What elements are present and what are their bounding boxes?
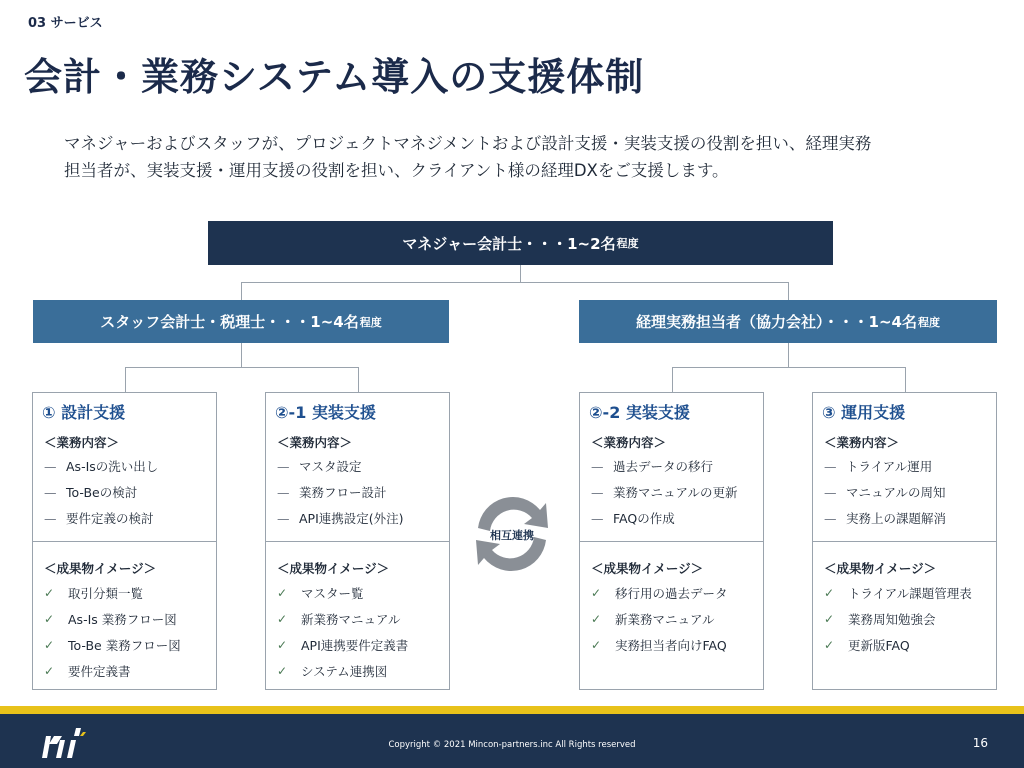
dash-icon: —: [591, 510, 604, 526]
divider: [813, 541, 996, 542]
connector-worker-horizontal: [672, 367, 905, 368]
card-title: ②-1 実装支援: [275, 403, 376, 422]
connector-card4-up: [905, 367, 906, 392]
output-list: [44, 580, 181, 684]
staff-label: スタッフ会計士・税理士・・・1~4名: [100, 313, 359, 331]
list-item: ✓ 要件定義書: [44, 664, 131, 679]
work-list: [44, 453, 158, 531]
manager-suffix: 程度: [616, 237, 639, 250]
list-item: ✓ 移行用の過去データ: [591, 586, 728, 601]
list-item: — As-Isの洗い出し: [44, 458, 159, 474]
dash-icon: —: [277, 510, 290, 526]
worker-suffix: 程度: [917, 315, 940, 329]
intro-line-1: マネジャーおよびスタッフが、プロジェクトマネジメントおよび設計支援・実装支援の役割を担い、経理実務: [64, 134, 872, 153]
list-item: — 業務フロー設計: [277, 484, 387, 500]
staff-box: [33, 300, 449, 343]
list-item: ✓ マスター覧: [277, 586, 364, 601]
manager-box: [208, 221, 833, 265]
cycle-label: 相互連携: [490, 529, 534, 542]
connector-worker-down: [788, 343, 789, 367]
work-heading: ＜業務内容＞: [591, 435, 667, 450]
copyright-text: Copyright © 2021 Mincon-partners.inc All Rights reserved: [388, 740, 636, 750]
divider: [33, 541, 216, 542]
dash-icon: —: [44, 458, 57, 474]
output-list: [824, 580, 972, 658]
card-operation-support: [812, 392, 997, 690]
list-item: ✓ システム連携図: [277, 664, 388, 679]
list-item: — 過去データの移行: [591, 458, 714, 474]
connector-card1-up: [125, 367, 126, 392]
list-item: — 要件定義の検討: [44, 510, 154, 526]
manager-label: マネジャー会計士・・・1~2名: [402, 234, 616, 253]
connector-staff-up: [241, 282, 242, 300]
connector-staff-horizontal: [125, 367, 358, 368]
check-icon: ✓: [44, 586, 55, 600]
card-title: ③ 運用支援: [822, 403, 906, 422]
check-icon: ✓: [44, 638, 55, 652]
list-item: ✓ As-Is 業務フロー図: [44, 612, 177, 627]
check-icon: ✓: [824, 612, 835, 626]
cycle-arrow-top: [478, 497, 548, 531]
list-item: ✓ To-Be 業務フロー図: [44, 638, 181, 653]
connector-worker-up: [788, 282, 789, 300]
cycle-arrow-bottom: [476, 537, 546, 571]
connector-manager-down: [520, 265, 521, 282]
intro-line-2: 担当者が、実装支援・運用支援の役割を担い、クライアント様の経理DXをご支援します。: [64, 161, 729, 180]
intro-text: [64, 130, 984, 184]
list-item: ✓ 実務担当者向けFAQ: [591, 638, 727, 653]
work-heading: ＜業務内容＞: [44, 435, 120, 450]
footer: [0, 714, 1024, 768]
card-implementation-support-2: [579, 392, 764, 690]
card-design-support: [32, 392, 217, 690]
check-icon: ✓: [277, 664, 288, 678]
output-heading: ＜成果物イメージ＞: [824, 561, 937, 576]
check-icon: ✓: [824, 638, 835, 652]
check-icon: ✓: [591, 638, 602, 652]
dash-icon: —: [824, 458, 837, 474]
work-list: [591, 453, 738, 531]
output-heading: ＜成果物イメージ＞: [591, 561, 704, 576]
dash-icon: —: [591, 484, 604, 500]
list-item: ✓ 新業務マニュアル: [591, 612, 715, 627]
check-icon: ✓: [44, 612, 55, 626]
output-list: [591, 580, 728, 658]
list-item: ✓ 業務周知勉強会: [824, 612, 936, 627]
dash-icon: —: [44, 510, 57, 526]
connector-top-horizontal: [241, 282, 788, 283]
list-item: — 業務マニュアルの更新: [591, 484, 738, 500]
list-item: ✓ トライアル課題管理表: [824, 586, 972, 601]
worker-box: [579, 300, 997, 343]
worker-label: 経理実務担当者（協力会社）・・・1~4名: [636, 313, 917, 331]
staff-suffix: 程度: [359, 315, 382, 329]
list-item: ✓ API連携要件定義書: [277, 638, 409, 653]
dash-icon: —: [591, 458, 604, 474]
list-item: — トライアル運用: [824, 458, 933, 474]
list-item: — 実務上の課題解消: [824, 510, 947, 526]
dash-icon: —: [824, 484, 837, 500]
output-heading: ＜成果物イメージ＞: [44, 561, 157, 576]
connector-staff-down: [241, 343, 242, 367]
work-heading: ＜業務内容＞: [277, 435, 353, 450]
check-icon: ✓: [277, 612, 288, 626]
card-title: ②-2 実装支援: [589, 403, 690, 422]
check-icon: ✓: [277, 586, 288, 600]
list-item: — API連携設定(外注): [277, 510, 404, 526]
list-item: ✓ 取引分類一覧: [44, 586, 144, 601]
work-list: [824, 453, 946, 531]
dash-icon: —: [824, 510, 837, 526]
check-icon: ✓: [591, 612, 602, 626]
footer-accent-bar: [0, 706, 1024, 714]
mutual-cooperation-cycle-icon: [462, 484, 562, 584]
divider: [266, 541, 449, 542]
check-icon: ✓: [591, 586, 602, 600]
divider: [580, 541, 763, 542]
output-heading: ＜成果物イメージ＞: [277, 561, 390, 576]
card-title: ① 設計支援: [42, 403, 126, 422]
list-item: — マスタ設定: [277, 458, 362, 474]
card-implementation-support-1: [265, 392, 450, 690]
list-item: — FAQの作成: [591, 510, 675, 526]
list-item: ✓ 更新版FAQ: [824, 638, 910, 653]
work-list: [277, 453, 404, 531]
connector-card2-up: [358, 367, 359, 392]
section-label: 03 サービス: [28, 16, 103, 31]
dash-icon: —: [44, 484, 57, 500]
list-item: ✓ 新業務マニュアル: [277, 612, 401, 627]
dash-icon: —: [277, 484, 290, 500]
check-icon: ✓: [277, 638, 288, 652]
work-heading: ＜業務内容＞: [824, 435, 900, 450]
list-item: — To-Beの検討: [44, 484, 138, 500]
check-icon: ✓: [824, 586, 835, 600]
output-list: [277, 580, 408, 684]
list-item: — マニュアルの周知: [824, 484, 946, 500]
dash-icon: —: [277, 458, 290, 474]
page-title: 会計・業務システム導入の支援体制: [24, 55, 645, 99]
check-icon: ✓: [44, 664, 55, 678]
page-number: 16: [972, 736, 988, 750]
connector-card3-up: [672, 367, 673, 392]
